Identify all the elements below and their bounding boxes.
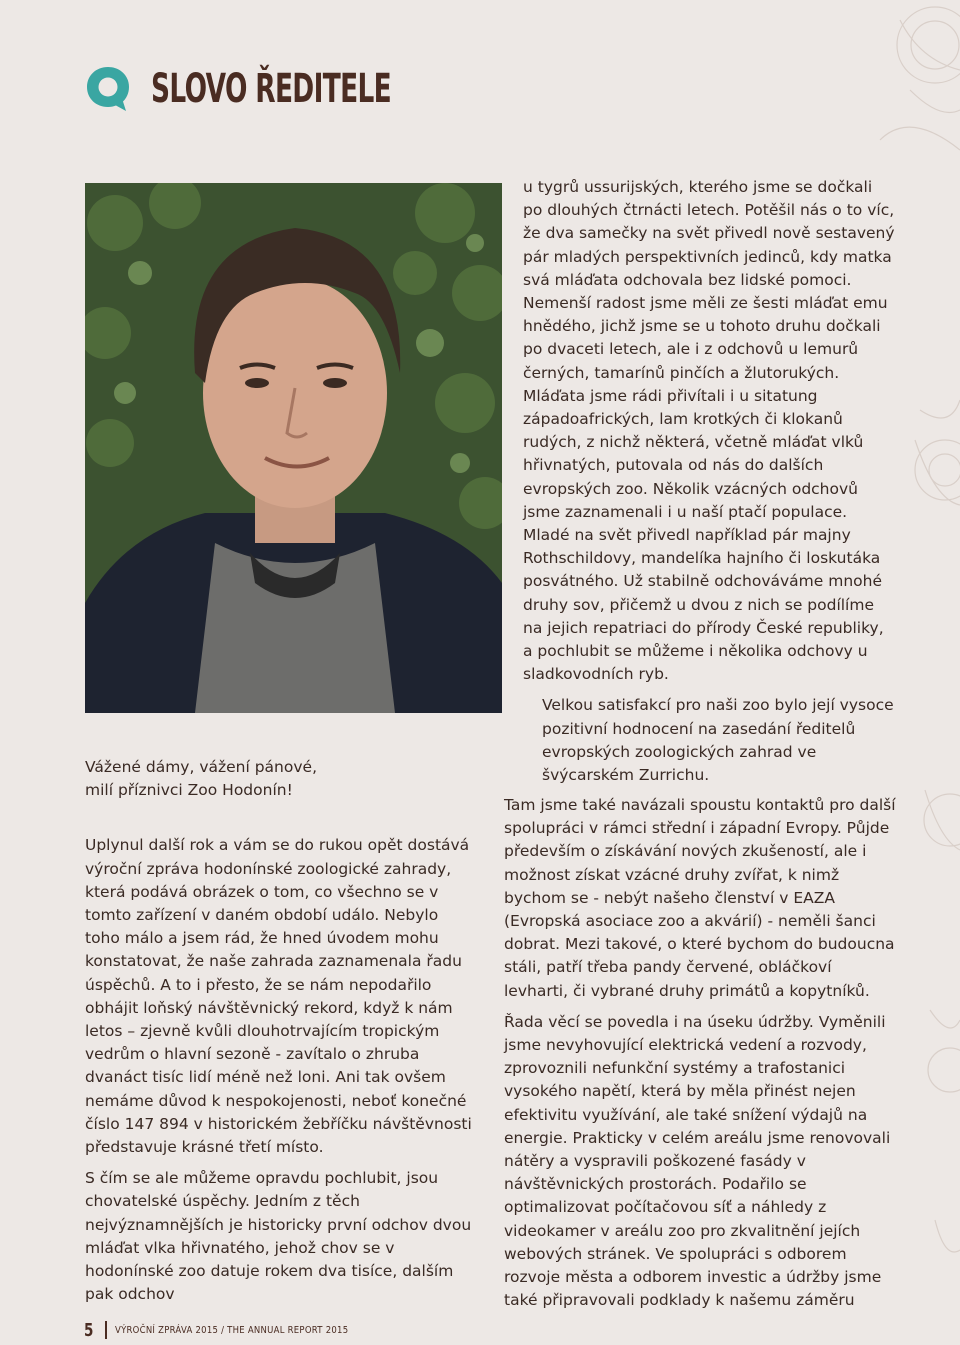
greeting	[85, 756, 477, 802]
page-footer	[84, 1320, 389, 1340]
page-title: SLOVO ŘEDITELE	[151, 66, 391, 112]
paragraph: S čím se ale můžeme opravdu pochlubit, jsou chovatelské úspěchy. Jedním z těch nejvýznamnějších je historicky první odchov dvou mláďat vlka hřivnatého, jehož chov se v hodonínské zoo datuje rokem dva tisíce, dalším pak odchov	[85, 1169, 472, 1304]
paragraph: Řada věcí se povedla i na úseku údržby. Vyměnili jsme nevyhovující elektrická vedení a rozvody, zprovoznili nefunkční systémy a trafostanici vysokého napětí, která by měla přinést nejen efektivitu využívání, ale také snížení výdajů na energie. Prakticky v celém areálu jsme renovovali nátěry a vyspravili poškozené fasády v návštěvnických prostorách. Podařilo se optimalizovat počítačovou síť a náhledy z videokamer v areálu zoo pro zkvalitnění jejích webových stránek. Ve spolupráci s odborem rozvoje města a odborem investic a údržby jsme také připravovali podklady k našemu záměru	[504, 1012, 891, 1310]
page-header	[83, 62, 515, 116]
greeting-line-2: milí příznivci Zoo Hodonín!	[85, 781, 293, 800]
footer-text: VÝROČNÍ ZPRÁVA 2015 / THE ANNUAL REPORT 2015	[114, 1324, 348, 1336]
left-column	[85, 756, 477, 1314]
paragraph-wrap: Velkou satisfakcí pro naši zoo bylo její vysoce pozitivní hodnocení na zasedání ředitelů evropských zoologických zahrad ve švýcarském Zurrichu.	[542, 696, 894, 785]
director-portrait	[85, 183, 502, 713]
paragraph: Tam jsme také navázali spoustu kontaktů pro další spolupráci v rámci střední i západní Evropy. Půjde především o získávání nových zkušeností, ale i možnost získat vzácné druhy zvířat, k nimž bychom se - nebýt našeho členství v EAZA (Evropská asociace zoo a akvárií) - neměli šanci dobrat. Mezi takové, o které bychom do budoucna stáli, patří třeba pandy červené, obláčkoví levharti, či vybrané druhy primátů a kopytníků.	[504, 796, 896, 1000]
page-number: 5	[84, 1319, 94, 1341]
paragraph: u tygrů ussurijských, kterého jsme se dočkali po dlouhých čtrnácti letech. Potěšil nás o to víc, že dva samečky na svět přivedl nově sestavený pár mladých perspektivních jedinců, kdy matka svá mláďata odchovala bez lidské pomoci. Nemenší radost jsme měli ze šesti mláďat emu hnědého, jichž jsme se u tohoto druhu dočkali po dvaceti letech, ale i z odchovů u lemurů černých, tamarínů pinčích a žlutorukých. Mláďata jsme rádi přivítali i u sitatung západoafrických, lam krotkých či klokanů rudých, z nichž některá, včetně mláďat vlků hřivnatých, putovala od nás do dalších evropských zoo. Několik vzácných odchovů jsme zaznamenali i u naší ptačí populace. Mladé na svět přivedl například pár majny Rothschildovy, mandelíka hajního či loskutáka posvátného. Už stabilně odchováváme mnohé druhy sov, přičemž u dvou z nich se podílíme na jejich repatriaci do přírody České republiky, a pochlubit se můžeme i několika odchovy u sladkovodních ryb.	[523, 178, 895, 684]
paragraph: Uplynul další rok a vám se do rukou opět dostává výroční zpráva hodonínské zoologické zahrady, která podává obrázek o tom, co všechno se v tomto zařízení v daném období událo. Nebylo toho málo a jsem rád, že hned úvodem mohu konstatovat, že naše zahrada zaznamenala řadu úspěchů. A to i přesto, že se nám nepodařilo obhájit loňský návštěvnický rekord, když k nám letos – zjevně kvůli dlouhotrvajícím tropickým vedrům o hlavní sezoně - zavítalo o zhruba dvanáct tisíc lidí méně než loni. Ani tak ovšem nemáme důvod k nespokojenosti, neboť konečné číslo 147 894 v historickém žebříčku návštěvnosti představuje krásné třetí místo.	[85, 836, 472, 1157]
footer-divider	[105, 1321, 107, 1339]
right-column-bottom	[504, 693, 896, 1320]
speech-bubble-icon	[83, 64, 133, 114]
greeting-line-1: Vážené dámy, vážení pánové,	[85, 758, 318, 776]
